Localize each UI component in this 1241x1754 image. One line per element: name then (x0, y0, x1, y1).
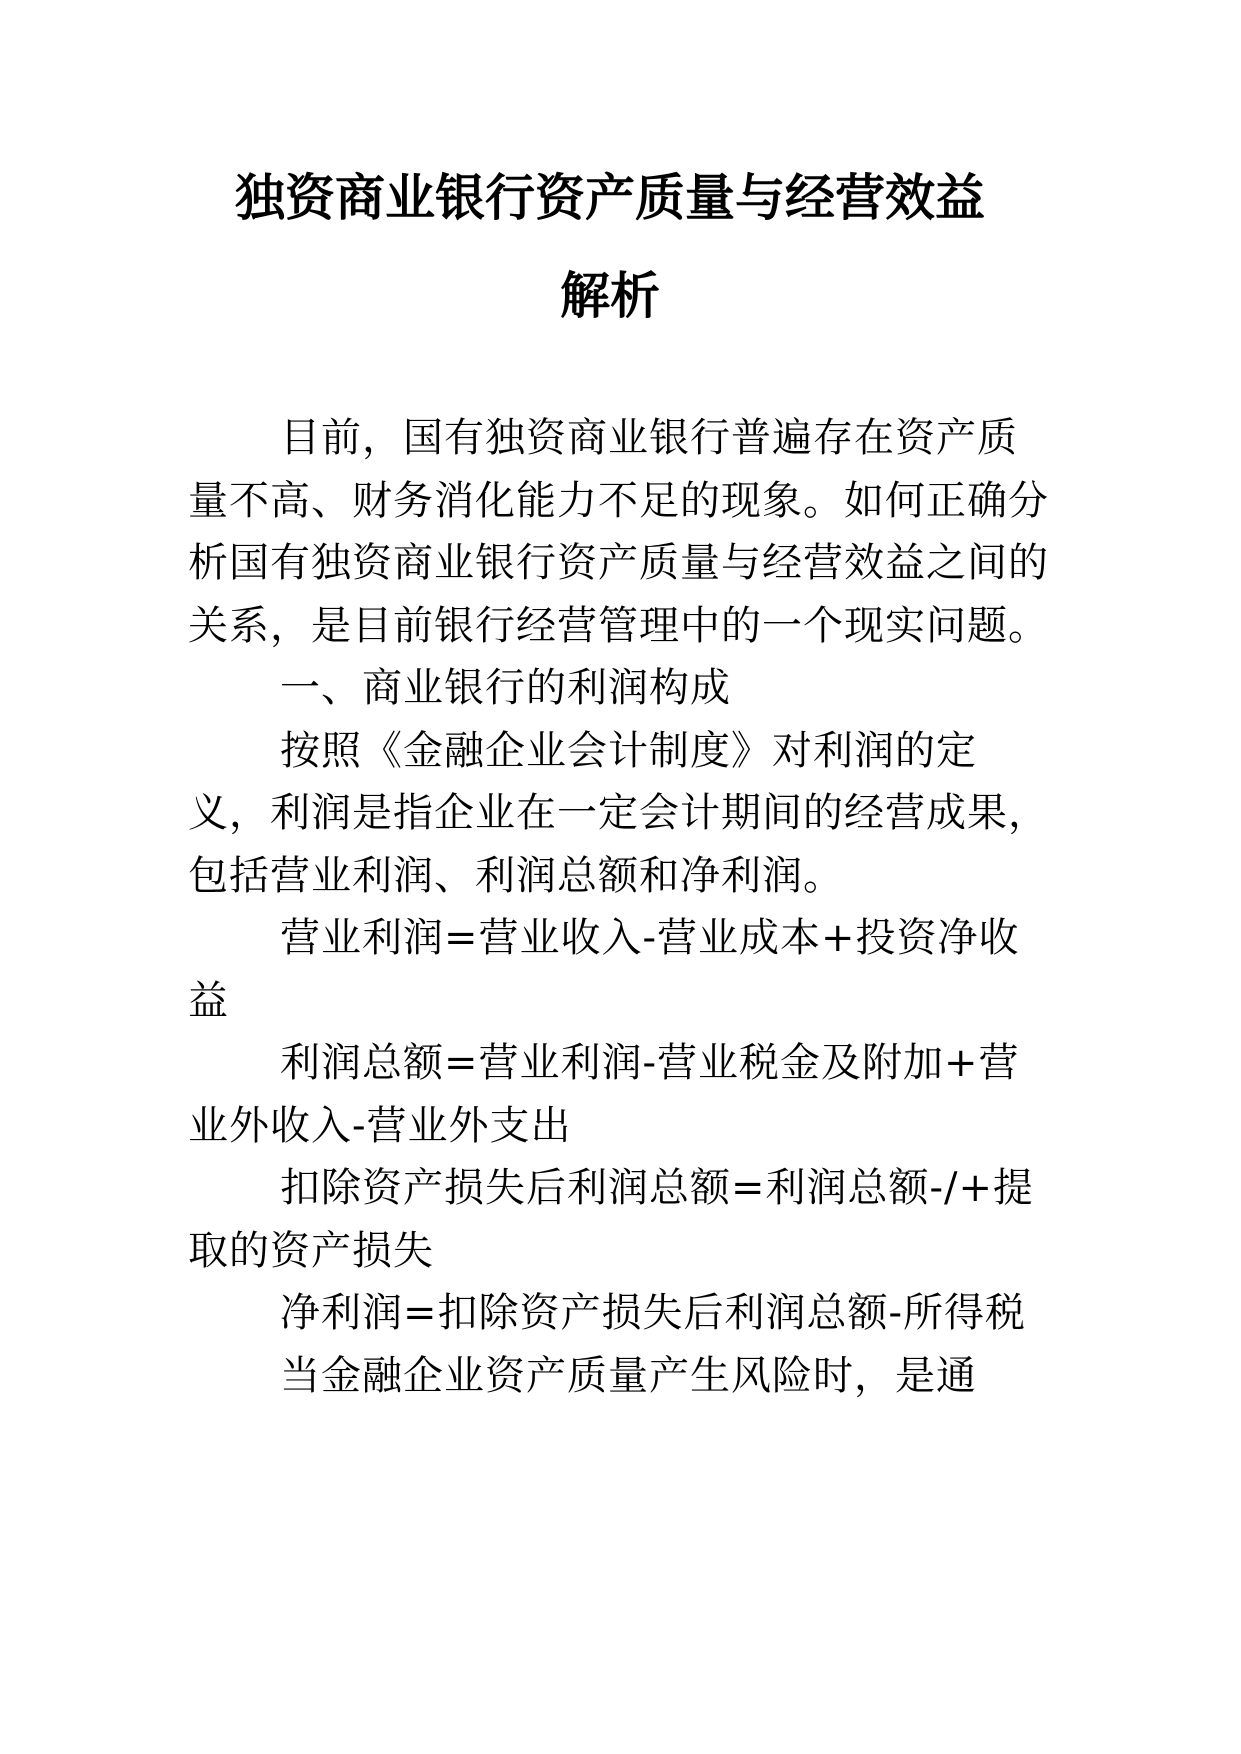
document-body (188, 407, 1058, 1407)
formula-operating-profit: 营业利润=营业收入-营业成本+投资净收益 (188, 915, 1020, 1024)
paragraph-asset-risk: 当金融企业资产质量产生风险时，是通 (280, 1352, 977, 1399)
formula-total-profit: 利润总额=营业利润-营业税金及附加+营业外收入-营业外支出 (188, 1040, 1020, 1149)
formula-profit-after-asset-loss: 扣除资产损失后利润总额=利润总额-/+提取的资产损失 (188, 1165, 1035, 1274)
document-title-line-2: 解析 (560, 266, 660, 325)
document-title-line-1: 独资商业银行资产质量与经营效益 (235, 168, 985, 227)
paragraph-profit-definition: 按照《金融企业会计制度》对利润的定义，利润是指企业在一定会计期间的经营成果，包括营业利润、利润总额和净利润。 (188, 727, 1049, 899)
paragraph-intro: 目前，国有独资商业银行普遍存在资产质量不高、财务消化能力不足的现象。如何正确分析国有独资商业银行资产质量与经营效益之间的关系，是目前银行经营管理中的一个现实问题。 (188, 415, 1049, 649)
section-heading-profit-composition: 一、商业银行的利润构成 (280, 665, 731, 711)
formula-net-profit: 净利润=扣除资产损失后利润总额-所得税 (280, 1290, 1027, 1336)
